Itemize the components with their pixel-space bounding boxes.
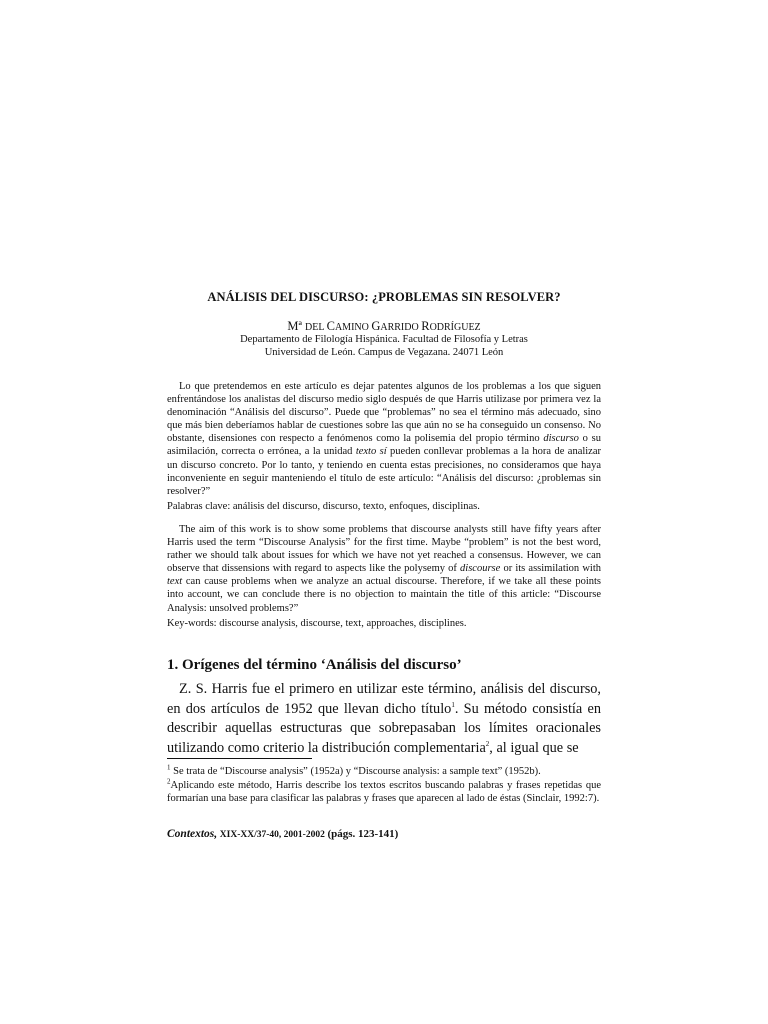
affiliation — [167, 333, 601, 359]
section-heading: 1. Orígenes del término ‘Análisis del discurso’ — [167, 657, 462, 673]
keywords-spanish: Palabras clave: análisis del discurso, discurso, texto, enfoques, disciplinas. — [167, 501, 480, 512]
paper-title: ANÁLISIS DEL DISCURSO: ¿PROBLEMAS SIN RESOLVER? — [207, 290, 561, 304]
author-part-cap: G — [371, 319, 381, 333]
abstract-es-term: discurso — [543, 433, 579, 445]
abstract-en-text: or its assimilation with — [500, 563, 601, 575]
abstract-es-text: pueden conllevar problemas a la hora de analizar un discurso concreto. Por lo tanto, y teniendo en cuenta estas precisiones, no consideramos que haya inconveniente en seguir manteniendo el título de este artículo: “Análisis del discurso: ¿problemas sin resolver?” — [167, 446, 602, 497]
footnote-text: Se trata de “Discourse analysis” (1952a) y “Discourse analysis: a sample text” (1952b). — [170, 766, 541, 777]
author-part-rest: ODRÍGUEZ — [429, 322, 481, 333]
footnote-divider — [167, 758, 312, 759]
affiliation-line-2: Universidad de León. Campus de Vegazana. 24071 León — [264, 347, 504, 358]
abstract-en-term: text — [167, 576, 183, 588]
abstract-es-term: texto — [355, 446, 377, 458]
footnote-1 — [167, 765, 601, 778]
footnote-mark: 2 — [167, 777, 171, 786]
abstract-en-text: The aim of this work is to show some problems that discourse analysts still have fifty years after Harris used the term “Discourse Analysis” for the first time. Maybe “problem” is not the best word, rather we should talk about issues for which we have not yet reached a consensus. However, we can observe that dissensions with regard to aspects like the polysemy of — [167, 524, 601, 575]
footnote-mark: 1 — [167, 763, 171, 772]
abstract-es-text: Lo que pretendemos en este artículo es dejar patentes algunos de los problemas a los que siguen enfrentándose los analistas del discurso medio siglo después de que Harris utilizase por primera vez la denominación “Análisis del discurso”. Puede que “problemas” no sea el término más adecuado, sino que más bien deberíamos hablar de cuestiones sobre las que aún no se ha conseguido un consenso. No obstante, disensiones con respecto a fenómenos como la polisemia del propio término — [167, 381, 601, 445]
keywords-english: Key-words: discourse analysis, discourse, text, approaches, disciplines. — [167, 618, 467, 629]
abstract-english — [167, 523, 601, 615]
affiliation-line-1: Departamento de Filología Hispánica. Facultad de Filosofía y Letras — [240, 334, 528, 345]
author-part-cap: R — [421, 319, 430, 333]
abstract-es-term: sí — [379, 446, 387, 458]
author-prefix: Mª — [287, 319, 306, 333]
abstract-en-term: discourse — [460, 563, 501, 575]
abstract-spanish — [167, 380, 601, 498]
abstract-en-text: can cause problems when we analyze an actual discourse. Therefore, if we take all these points into account, we can conclude there is no objection to maintain the title of this article: “Discourse Analysis: unsolved problems?” — [167, 576, 601, 614]
author-part-cap: C — [326, 319, 335, 333]
journal-name: Contextos, — [167, 828, 218, 840]
footnote-text: Aplicando este método, Harris describe los textos escritos buscando palabras y frases repetidas que formarían una base para clasificar las palabras y frases que aparecen al lado de éstas (Sinclair, 1992:7). — [167, 780, 601, 804]
body-text-part: . Su método consistía en describir aquellas estructuras que sobrepasaban los límites oracionales utilizando como criterio la distribución complementaria — [167, 700, 601, 756]
author-part-rest: AMINO — [334, 322, 372, 333]
footnote-ref[interactable]: 1 — [451, 700, 455, 709]
author-name — [167, 319, 601, 334]
abstract-es-text: o su asimilación, correcta o errónea, a la unidad — [167, 433, 601, 458]
author-part-rest: DEL — [305, 322, 327, 333]
footnote-ref[interactable]: 2 — [485, 739, 490, 748]
body-text-part: , al igual que se — [489, 739, 579, 756]
author-part-rest: ARRIDO — [380, 322, 422, 333]
journal-citation — [167, 828, 398, 840]
body-text-part: Z. S. Harris fue el primero en utilizar este término, análisis del discurso, en dos artículos de 1952 que llevan dicho título — [167, 681, 601, 717]
journal-pages: (págs. 123-141) — [327, 828, 399, 840]
footnote-2 — [167, 779, 601, 805]
section-body-text — [167, 680, 601, 758]
journal-volume: XIX-XX/37-40, 2001-2002 — [219, 830, 325, 840]
